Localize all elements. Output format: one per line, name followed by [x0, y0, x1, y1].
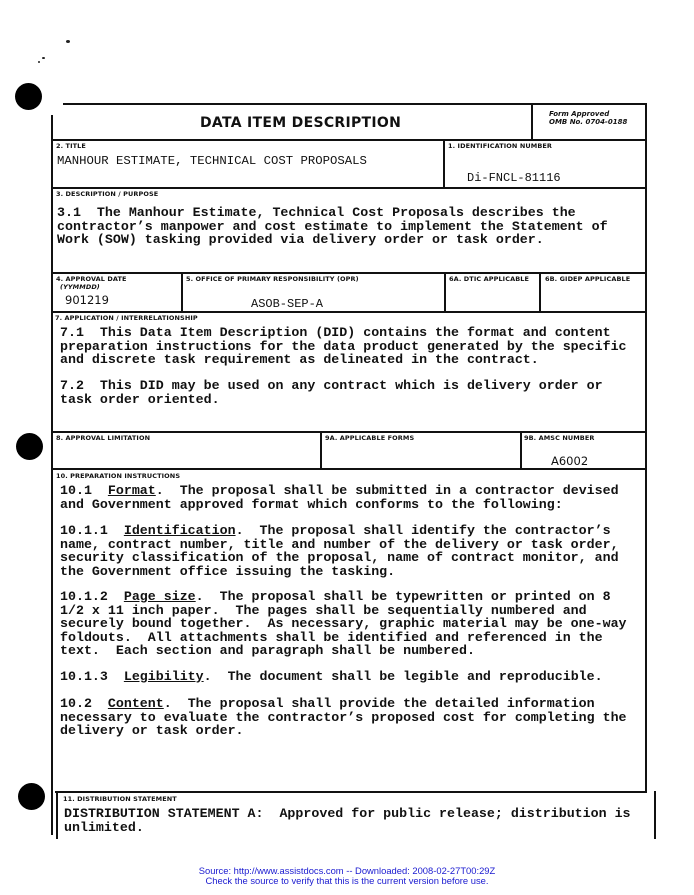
paragraph-line: securely bound together. As necessary, graphic material may be one-way: [60, 616, 627, 632]
paragraph-text: . The document shall be legible and reproducible.: [203, 669, 603, 684]
application-line: 7.2 This DID may be used on any contract which is delivery order or: [60, 378, 603, 393]
application-label: 7. APPLICATION / INTERRELATIONSHIP: [55, 314, 198, 322]
paragraph-10-1: [60, 484, 619, 511]
paragraph-heading: Page size: [123, 589, 196, 604]
paragraph-line: 1/2 x 11 inch paper. The pages shall be sequentially numbered and: [60, 602, 587, 618]
dtic-applicable-label: 6A. DTIC APPLICABLE: [449, 275, 530, 283]
title-label: 2. TITLE: [56, 142, 86, 150]
paragraph-text: . The proposal shall provide the detailed information: [163, 696, 595, 711]
approval-limitation-label: 8. APPROVAL LIMITATION: [56, 434, 151, 442]
form-approved-text: Form Approved: [549, 110, 610, 118]
paragraph-10-2: [60, 697, 627, 738]
paragraph-line: foldouts. All attachments shall be identified and referenced in the: [60, 629, 603, 645]
application-line: preparation instructions for the data product generated by the specific: [60, 338, 627, 354]
approval-date-value: 901219: [65, 293, 109, 307]
paragraph-10-1-2: [60, 590, 627, 658]
paragraph-number: 10.1.2: [60, 589, 124, 604]
paragraph-text: . The proposal shall identify the contractor’s: [235, 523, 611, 538]
paragraph-line: name, contract number, title and number of the delivery or task order,: [60, 536, 619, 552]
description-text: [57, 206, 608, 247]
paragraph-line: security classification of the proposal, name of contract monitor, and: [60, 550, 619, 566]
paragraph-text: . The proposal shall be typewritten or printed on 8: [195, 589, 611, 604]
identification-number-label: 1. IDENTIFICATION NUMBER: [448, 142, 553, 150]
verify-notice: Check the source to verify that this is the current version before use.: [205, 875, 489, 886]
binder-hole-middle: [16, 433, 43, 460]
approval-date-label: 4. APPROVAL DATE: [56, 275, 127, 283]
form-approved-label: [549, 110, 627, 126]
omb-number: OMB No. 0704-0188: [549, 118, 628, 126]
applicable-forms-label: 9A. APPLICABLE FORMS: [325, 434, 415, 442]
paragraph-heading: Identification: [123, 523, 236, 538]
application-line: task order oriented.: [60, 391, 220, 407]
distribution-line: DISTRIBUTION STATEMENT A: Approved for public release; distribution is: [64, 806, 631, 821]
distribution-line: unlimited.: [64, 819, 144, 835]
form-title: DATA ITEM DESCRIPTION: [200, 115, 402, 131]
paragraph-10-1-3: [60, 670, 603, 684]
amsc-number-value: A6002: [551, 454, 589, 468]
preparation-instructions-label: 10. PREPARATION INSTRUCTIONS: [56, 472, 181, 480]
scan-speck: [38, 61, 40, 63]
description-line: 3.1 The Manhour Estimate, Technical Cost Proposals describes the: [57, 205, 576, 220]
binder-hole-bottom: [18, 783, 45, 810]
opr-label: 5. OFFICE OF PRIMARY RESPONSIBILITY (OPR): [186, 275, 359, 283]
paragraph-number: 10.1.3: [60, 669, 124, 684]
distribution-statement-label: 11. DISTRIBUTION STATEMENT: [63, 795, 177, 803]
description-label: 3. DESCRIPTION / PURPOSE: [56, 190, 159, 198]
approval-date-format: (YYMMDD): [60, 283, 100, 291]
paragraph-text: . The proposal shall be submitted in a contractor devised: [155, 483, 619, 498]
binder-hole-top: [15, 83, 42, 110]
application-text-7-1: [60, 326, 627, 367]
distribution-statement-text: [64, 807, 631, 834]
source-footer: [0, 866, 694, 886]
title-value: MANHOUR ESTIMATE, TECHNICAL COST PROPOSALS: [57, 154, 367, 168]
description-line: contractor’s manpower and cost estimate to implement the Statement of: [57, 218, 608, 234]
paragraph-line: the Government office issuing the tasking.: [60, 563, 396, 579]
paragraph-line: and Government approved format which conforms to the following:: [60, 496, 563, 512]
identification-number-value: Di-FNCL-81116: [467, 171, 561, 185]
source-line[interactable]: Source: http://www.assistdocs.com -- Downloaded: 2008-02-27T00:29Z: [198, 865, 496, 876]
paragraph-number: 10.1.1: [60, 523, 124, 538]
paragraph-line: delivery or task order.: [60, 723, 244, 739]
paragraph-heading: Legibility: [123, 669, 204, 684]
opr-value: ASOB-SEP-A: [251, 297, 324, 311]
paragraph-number: 10.2: [60, 696, 108, 711]
application-text-7-2: [60, 379, 603, 406]
description-line: Work (SOW) tasking provided via delivery order or task order.: [57, 232, 544, 248]
gidep-applicable-label: 6B. GIDEP APPLICABLE: [545, 275, 631, 283]
application-line: and discrete task requirement as delineated in the contract.: [60, 352, 539, 368]
paragraph-line: text. Each section and paragraph shall be numbered.: [60, 643, 475, 659]
paragraph-heading: Content: [107, 696, 164, 711]
paragraph-heading: Format: [107, 483, 156, 498]
paragraph-10-1-1: [60, 524, 619, 578]
application-line: 7.1 This Data Item Description (DID) contains the format and content: [60, 325, 611, 340]
paragraph-line: necessary to evaluate the contractor’s proposed cost for completing the: [60, 709, 627, 725]
paragraph-number: 10.1: [60, 483, 108, 498]
amsc-number-label: 9B. AMSC NUMBER: [524, 434, 595, 442]
scan-speck: [66, 40, 70, 43]
scan-speck: [42, 57, 45, 59]
